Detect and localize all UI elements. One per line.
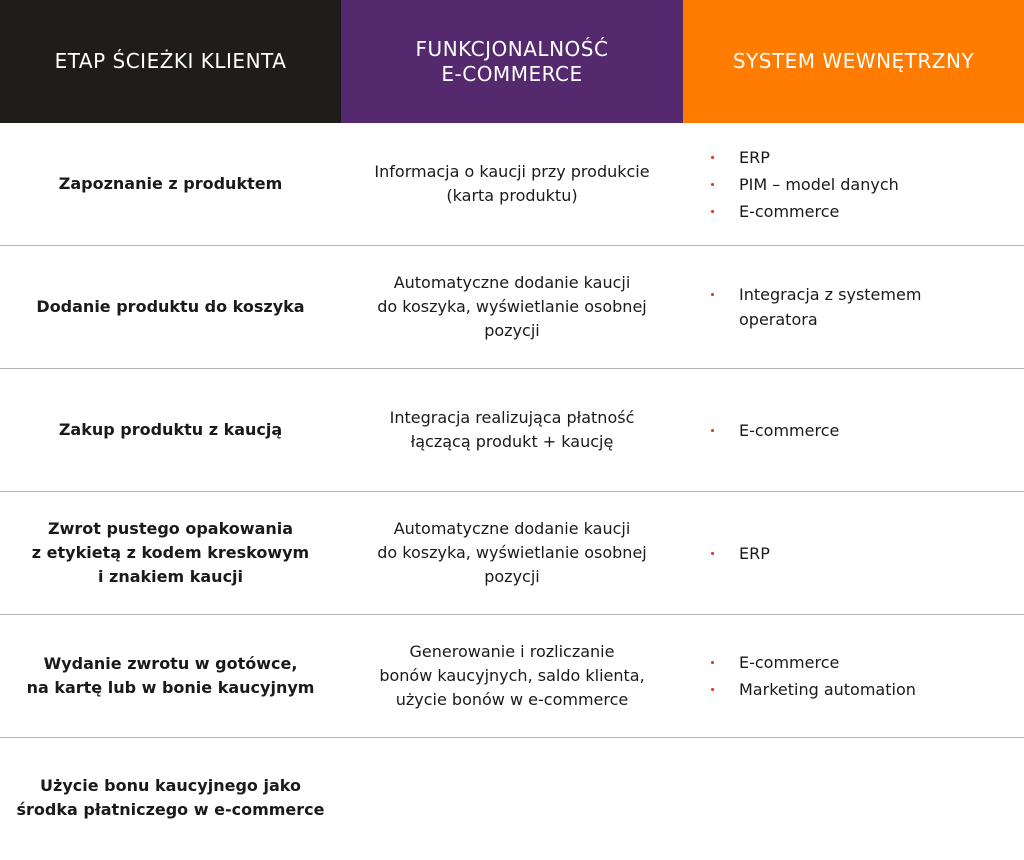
bullet-icon xyxy=(711,183,714,186)
system-list xyxy=(711,280,921,334)
system-cell xyxy=(683,492,1024,614)
stage-cell: Wydanie zwrotu w gotówce, na kartę lub w bonie kaucyjnym xyxy=(26,654,315,697)
system-name: PIM – model danych xyxy=(739,174,899,194)
system-list xyxy=(711,539,770,568)
system-list xyxy=(711,648,916,704)
stage-cell: Użycie bonu kaucyjnego jako środka płatniczego w e-commerce xyxy=(16,775,325,819)
table-row xyxy=(0,492,1024,615)
system-list-item xyxy=(711,541,770,566)
system-list-item xyxy=(711,199,899,224)
table-row xyxy=(0,738,1024,853)
system-cell xyxy=(683,123,1024,245)
functionality-cell: Generowanie i rozliczanie bonów kaucyjnych, saldo klienta, użycie bonów w e-commerce xyxy=(379,642,645,709)
system-list xyxy=(711,143,899,226)
system-cell xyxy=(683,738,1024,853)
system-name: E-commerce xyxy=(739,653,840,672)
system-name: Marketing automation xyxy=(739,680,916,699)
system-name: E-commerce xyxy=(739,420,840,440)
bullet-icon xyxy=(711,429,714,432)
table-body xyxy=(0,123,1024,853)
system-list-item xyxy=(711,282,921,332)
table-row xyxy=(0,123,1024,246)
stage-cell: Zapoznanie z produktem xyxy=(58,174,283,193)
system-list-item xyxy=(711,172,899,197)
system-list-item xyxy=(711,677,916,702)
system-cell xyxy=(683,369,1024,491)
stage-cell: Zwrot pustego opakowania z etykietą z kodem kreskowym i znakiem kaucji xyxy=(31,519,310,586)
system-list-item xyxy=(711,145,899,170)
functionality-cell xyxy=(341,738,683,853)
system-cell xyxy=(683,615,1024,737)
table-header xyxy=(0,0,1024,123)
stage-cell: Dodanie produktu do koszyka xyxy=(36,297,305,316)
functionality-cell: Integracja realizująca płatność łączącą produkt + kaucję xyxy=(389,408,635,451)
system-list-item xyxy=(711,418,839,443)
table-row xyxy=(0,615,1024,738)
header-internal-system: SYSTEM WEWNĘTRZNY xyxy=(683,0,1024,123)
bullet-icon xyxy=(711,293,714,296)
bullet-icon xyxy=(711,661,714,664)
table-row xyxy=(0,369,1024,492)
header-ecommerce-functionality: FUNKCJONALNOŚĆ E-COMMERCE xyxy=(341,0,683,123)
stage-cell: Zakup produktu z kaucją xyxy=(58,420,283,439)
bullet-icon xyxy=(711,552,714,555)
header-customer-stage: ETAP ŚCIEŻKI KLIENTA xyxy=(0,0,341,123)
system-name: ERP xyxy=(739,543,770,563)
bullet-icon xyxy=(711,156,714,159)
table-row xyxy=(0,246,1024,369)
system-name: Integracja z systemem operatora xyxy=(739,285,922,329)
functionality-cell: Automatyczne dodanie kaucji do koszyka, wyświetlanie osobnej pozycji xyxy=(377,273,647,340)
system-list xyxy=(711,416,839,445)
system-name: ERP xyxy=(739,147,770,167)
bullet-icon xyxy=(711,210,714,213)
functionality-cell: Automatyczne dodanie kaucji do koszyka, wyświetlanie osobnej pozycji xyxy=(377,519,647,586)
system-name: E-commerce xyxy=(739,201,840,221)
functionality-cell: Informacja o kaucji przy produkcie (karta produktu) xyxy=(374,162,650,205)
system-cell xyxy=(683,246,1024,368)
bullet-icon xyxy=(711,688,714,691)
system-list-item xyxy=(711,650,916,675)
